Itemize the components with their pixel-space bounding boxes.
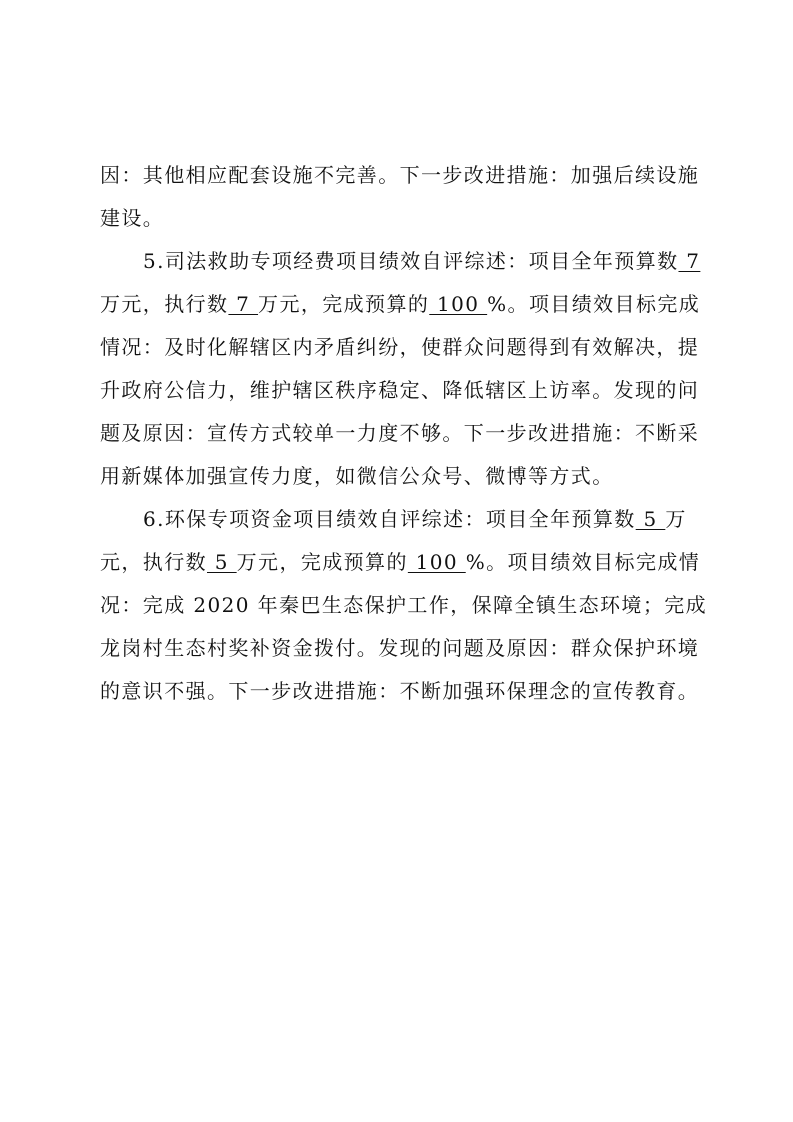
text-run: 6.环保专项资金项目绩效自评综述：项目全年预算数 bbox=[143, 507, 636, 531]
text-line bbox=[100, 161, 699, 189]
text-line bbox=[100, 376, 699, 404]
text-line bbox=[100, 462, 614, 490]
text-run: 龙岗村生态村奖补资金拨付。发现的问题及原因：群众保护环境 bbox=[100, 636, 700, 660]
execution-value: 5 bbox=[207, 550, 237, 574]
text-run: 升政府公信力，维护辖区秩序稳定、降低辖区上访率。发现的问 bbox=[100, 378, 700, 402]
text-line bbox=[100, 677, 699, 705]
text-line bbox=[100, 333, 699, 361]
text-run: 情况：及时化解辖区内矛盾纠纷，使群众问题得到有效解决，提 bbox=[100, 335, 700, 359]
text-run: 建设。 bbox=[100, 206, 165, 230]
text-line bbox=[100, 419, 699, 447]
text-line bbox=[143, 505, 687, 533]
text-run: 万元，完成预算的 bbox=[258, 292, 430, 316]
text-run: 用新媒体加强宣传力度，如微信公众号、微博等方式。 bbox=[100, 464, 614, 488]
text-run: 的意识不强。下一步改进措施：不断加强环保理念的宣传教育。 bbox=[100, 679, 700, 703]
text-run: 万元，执行数 bbox=[100, 292, 229, 316]
text-run: 题及原因：宣传方式较单一力度不够。下一步改进措施：不断采 bbox=[100, 421, 700, 445]
text-line bbox=[143, 247, 700, 275]
budget-value: 5 bbox=[635, 507, 666, 531]
text-line bbox=[100, 548, 700, 576]
text-line bbox=[100, 591, 707, 619]
completion-percent: 100 bbox=[407, 550, 466, 574]
text-run: 万元，完成预算的 bbox=[236, 550, 408, 574]
completion-percent: 100 bbox=[429, 292, 488, 316]
text-run: 因：其他相应配套设施不完善。下一步改进措施：加强后续设施 bbox=[100, 163, 700, 187]
text-run: 况：完成 2020 年秦巴生态保护工作，保障全镇生态环境；完成 bbox=[100, 593, 708, 617]
text-line bbox=[100, 634, 699, 662]
text-run: %。项目绩效目标完成 bbox=[487, 292, 701, 316]
text-line bbox=[100, 204, 164, 232]
text-line bbox=[100, 290, 700, 318]
execution-value: 7 bbox=[228, 292, 259, 316]
text-run: %。项目绩效目标完成情 bbox=[465, 550, 701, 574]
text-run: 万 bbox=[665, 507, 687, 531]
budget-value: 7 bbox=[678, 249, 701, 273]
text-run: 5.司法救助专项经费项目绩效自评综述：项目全年预算数 bbox=[143, 249, 679, 273]
text-run: 元，执行数 bbox=[100, 550, 207, 574]
